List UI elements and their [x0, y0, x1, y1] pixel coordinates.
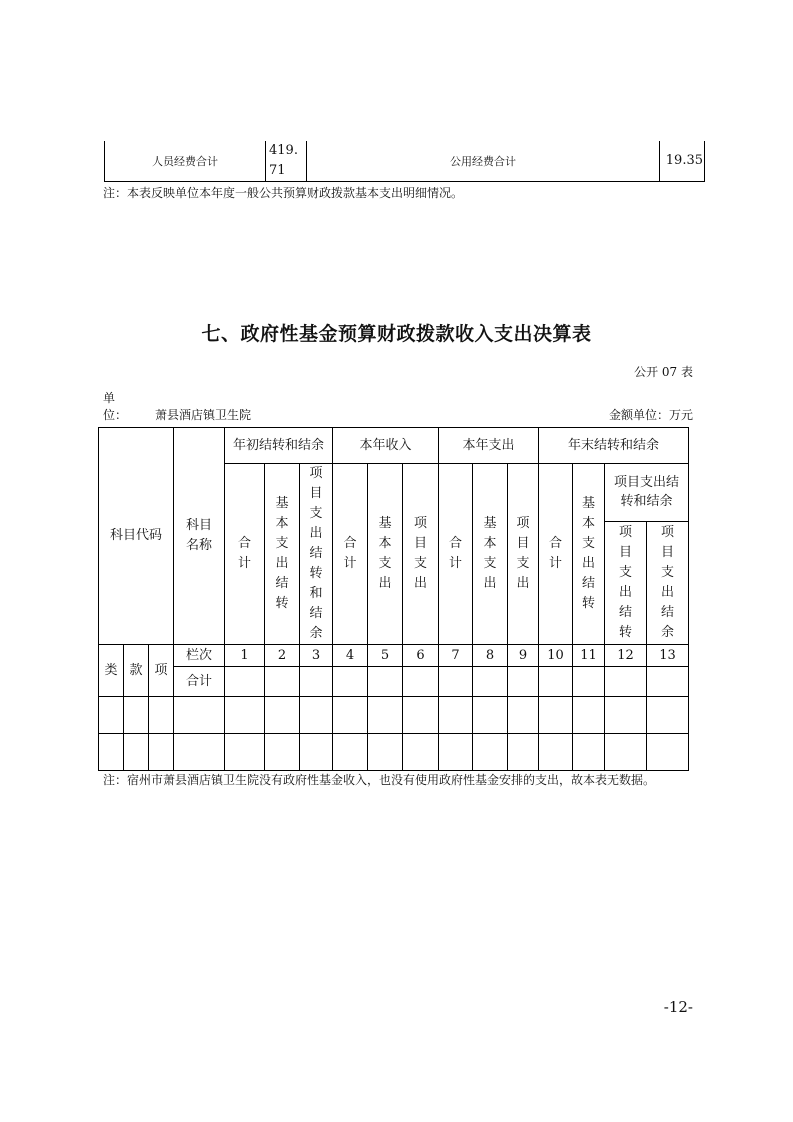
empty-cell [647, 667, 689, 697]
unit-label-2: 位： [103, 408, 128, 422]
column-number: 7 [439, 645, 473, 667]
table-row [99, 697, 689, 734]
expense-total-header: 合计 [439, 464, 473, 645]
personnel-value: 419.71 [266, 141, 307, 182]
income-project-header: 项目支出 [403, 464, 439, 645]
public-label: 公用经费合计 [307, 141, 660, 182]
end-basic-header: 基本支出结转 [573, 464, 605, 645]
group-expense-header: 本年支出 [439, 428, 539, 464]
column-number: 11 [573, 645, 605, 667]
empty-cell [508, 667, 539, 697]
begin-total-header: 合计 [225, 464, 265, 645]
top-note: 注：本表反映单位本年度一般公共预算财政拨款基本支出明细情况。 [103, 186, 464, 200]
basic-expense-summary-table [104, 141, 705, 182]
page-number: -12- [663, 998, 693, 1016]
group-income-header: 本年收入 [333, 428, 439, 464]
column-number: 3 [300, 645, 333, 667]
begin-basic-header: 基本支出结转 [265, 464, 300, 645]
column-number: 6 [403, 645, 439, 667]
expense-project-header: 项目支出 [508, 464, 539, 645]
column-index-label: 栏次 [174, 645, 225, 667]
group-end-header: 年末结转和结余 [539, 428, 689, 464]
xiang-header: 项 [149, 645, 174, 697]
column-number: 9 [508, 645, 539, 667]
page-title: 七、政府性基金预算财政拨款收入支出决算表 [201, 323, 592, 345]
begin-project-header: 项目支出结转和结余 [300, 464, 333, 645]
column-number: 10 [539, 645, 573, 667]
income-basic-header: 基本支出 [368, 464, 403, 645]
unit-name: 萧县酒店镇卫生院 [155, 408, 252, 422]
empty-cell [473, 667, 508, 697]
income-total-header: 合计 [333, 464, 368, 645]
expense-basic-header: 基本支出 [473, 464, 508, 645]
gov-fund-table [98, 427, 689, 771]
end-project-surplus-header: 项目支出结余 [647, 521, 689, 644]
subject-code-header: 科目代码 [99, 428, 174, 645]
end-total-header: 合计 [539, 464, 573, 645]
empty-cell [300, 667, 333, 697]
end-project-carry-header: 项目支出结转 [605, 521, 647, 644]
amount-unit: 金额单位：万元 [608, 408, 693, 422]
unit-label-1: 单 [103, 391, 116, 405]
empty-cell [403, 667, 439, 697]
kuan-header: 款 [124, 645, 149, 697]
empty-cell [225, 667, 265, 697]
lei-header: 类 [99, 645, 124, 697]
column-number: 4 [333, 645, 368, 667]
empty-cell [265, 667, 300, 697]
empty-cell [573, 667, 605, 697]
empty-cell [539, 667, 573, 697]
column-number: 2 [265, 645, 300, 667]
column-number: 13 [647, 645, 689, 667]
empty-cell [605, 667, 647, 697]
column-number: 1 [225, 645, 265, 667]
public-value: 19.35 [660, 141, 705, 182]
column-number: 5 [368, 645, 403, 667]
empty-cell [368, 667, 403, 697]
column-number: 12 [605, 645, 647, 667]
personnel-label: 人员经费合计 [105, 141, 266, 182]
total-row-label: 合计 [174, 667, 225, 697]
subject-name-header: 科目名称 [174, 428, 225, 645]
empty-cell [333, 667, 368, 697]
bottom-note: 注：宿州市萧县酒店镇卫生院没有政府性基金收入，也没有使用政府性基金安排的支出，故本表无数据。 [103, 773, 656, 787]
empty-cell [439, 667, 473, 697]
column-number: 8 [473, 645, 508, 667]
group-begin-header: 年初结转和结余 [225, 428, 333, 464]
table-row [99, 734, 689, 771]
form-code: 公开 07 表 [634, 365, 693, 379]
end-project-group-header: 项目支出结转和结余 [605, 464, 689, 522]
